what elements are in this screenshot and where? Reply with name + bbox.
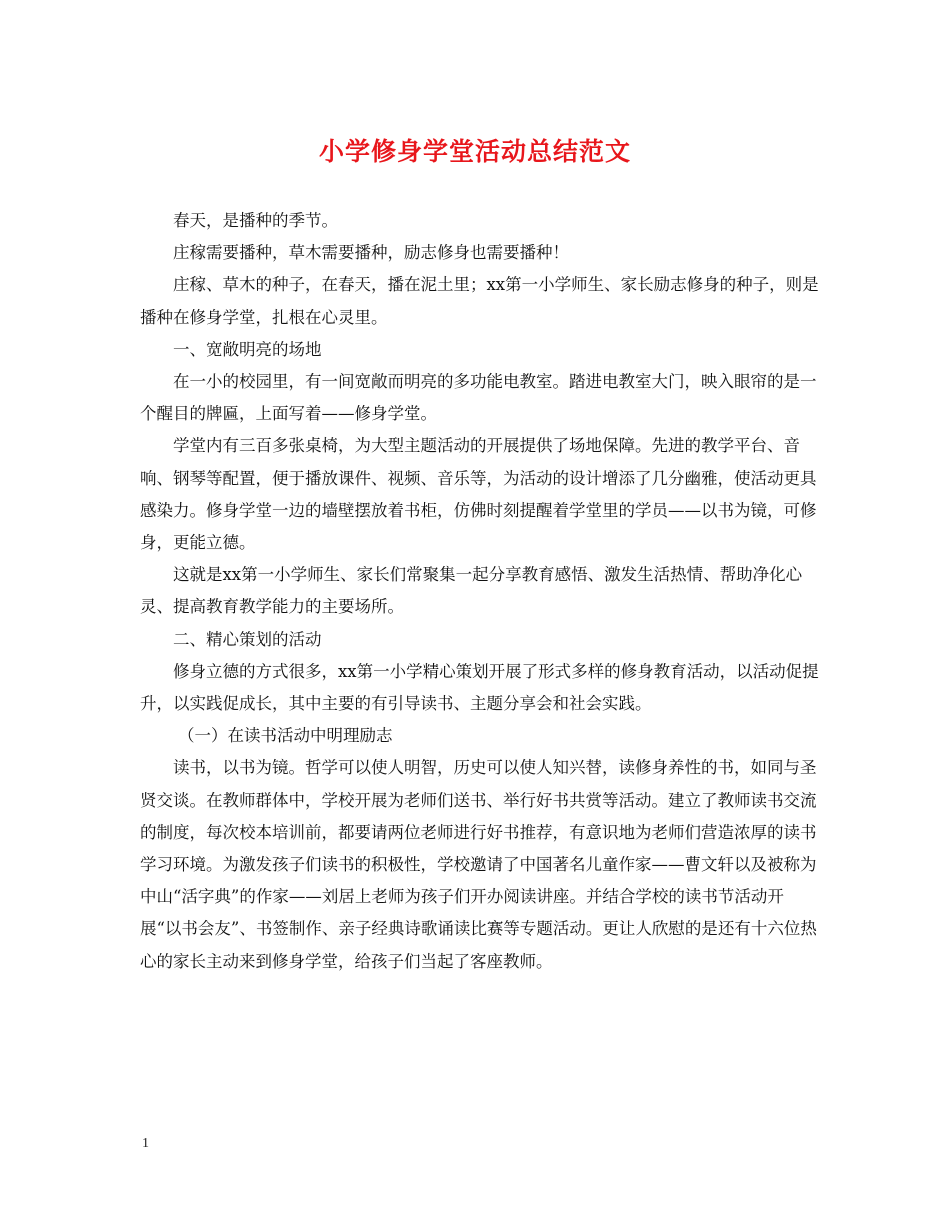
- paragraph: 庄稼、草木的种子，在春天，播在泥土里；xx第一小学师生、家长励志修身的种子，则是播种在修身学堂，扎根在心灵里。: [140, 275, 819, 327]
- document-title: 小学修身学堂活动总结范文: [318, 137, 631, 166]
- section-heading: 一、宽敞明亮的场地: [173, 339, 322, 359]
- paragraph: 修身立德的方式很多，xx第一小学精心策划开展了形式多样的修身教育活动，以活动促提升，以实践促成长，其中主要的有引导读书、主题分享会和社会实践。: [140, 661, 819, 714]
- paragraph: 在一小的校园里，有一间宽敞而明亮的多功能电教室。踏进电教室大门，映入眼帘的是一个醒目的牌匾，上面写着——修身学堂。: [140, 372, 817, 424]
- document-body: [140, 205, 820, 978]
- section-heading: 二、精心策划的活动: [173, 629, 322, 649]
- page-number: 1: [142, 1136, 149, 1151]
- paragraph: 读书，以书为镜。哲学可以使人明智，历史可以使人知兴替，读修身养性的书，如同与圣贤交谈。在教师群体中，学校开展为老师们送书、举行好书共赏等活动。建立了教师读书交流的制度，每次校本培训前，都要请两位老师进行好书推荐，有意识地为老师们营造浓厚的读书学习环境。为激发孩子们读书的积极性，学校邀请了中国著名儿童作家——曹文轩以及被称为中山“活字典”的作家——刘居上老师为孩子们开办阅读讲座。并结合学校的读书节活动开展“以书会友”、书签制作、亲子经典诗歌诵读比赛等专题活动。更让人欣慰的是还有十六位热心的家长主动来到修身学堂，给孩子们当起了客座教师。: [140, 758, 817, 971]
- paragraph: 这就是xx第一小学师生、家长们常聚集一起分享教育感悟、激发生活热情、帮助净化心灵、提高教育教学能力的主要场所。: [140, 565, 803, 617]
- paragraph: 学堂内有三百多张桌椅，为大型主题活动的开展提供了场地保障。先进的教学平台、音响、钢琴等配置，便于播放课件、视频、音乐等，为活动的设计增添了几分幽雅，使活动更具感染力。修身学堂一边的墙壁摆放着书柜，仿佛时刻提醒着学堂里的学员——以书为镜，可修身，更能立德。: [140, 436, 817, 553]
- subsection-heading: （一）在读书活动中明理励志: [177, 726, 393, 746]
- paragraph: 庄稼需要播种，草木需要播种，励志修身也需要播种！: [173, 243, 569, 263]
- paragraph: 春天，是播种的季节。: [173, 211, 338, 230]
